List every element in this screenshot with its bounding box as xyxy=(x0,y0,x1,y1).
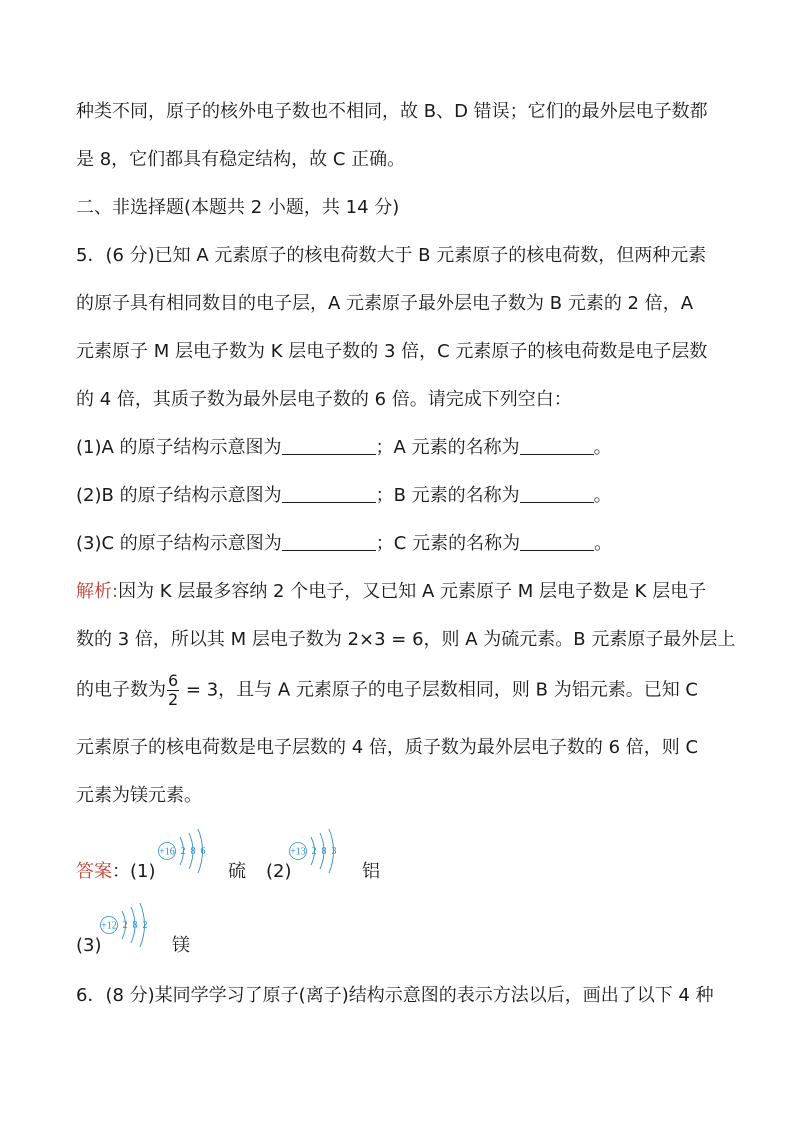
analysis-line-3 xyxy=(76,672,726,709)
shell-1-electrons: 2 xyxy=(311,846,317,857)
answer-label: 答案 xyxy=(76,861,112,882)
shell-2-electrons: 8 xyxy=(190,846,196,857)
sub-question-1-prefix: (1)A 的原子结构示意图为 xyxy=(76,437,282,458)
answer-blank-3a xyxy=(282,532,376,551)
fraction-numerator: 6 xyxy=(168,671,179,690)
analysis-line-5: 元素为镁元素。 xyxy=(76,785,202,806)
element-name-aluminum: 铝 xyxy=(362,861,380,882)
shell-3-electrons: 3 xyxy=(331,846,337,857)
answer-colon: ： xyxy=(112,861,130,882)
answer-blank-1a xyxy=(282,436,376,455)
nucleus-charge: +13 xyxy=(290,846,306,858)
shell-2-electrons: 8 xyxy=(132,920,138,931)
element-name-magnesium: 镁 xyxy=(172,935,190,956)
analysis-line-2: 数的 3 倍，所以其 M 层电子数为 2×3 = 6，则 A 为硫元素。B 元素原子最外层上 xyxy=(76,629,736,650)
answer-part-2: (2) xyxy=(266,861,292,882)
sub-question-2 xyxy=(76,484,726,508)
answer-part-3: (3) xyxy=(76,935,102,956)
question-5-line-2: 的原子具有相同数目的电子层，A 元素原子最外层电子数为 B 元素的 2 倍，A xyxy=(76,293,694,314)
shell-2-electrons: 8 xyxy=(321,846,327,857)
answer-blank-2a xyxy=(282,484,376,503)
fraction-denominator: 2 xyxy=(168,690,179,709)
atom-diagram-magnesium xyxy=(98,900,158,952)
analysis-label: 解析: xyxy=(76,581,119,602)
answer-part-1: (1) xyxy=(130,861,156,882)
question-5-line-4: 的 4 倍，其质子数为最外层电子数的 6 倍。请完成下列空白： xyxy=(76,389,572,410)
sub-question-3-prefix: (3)C 的原子结构示意图为 xyxy=(76,533,282,554)
shell-3-electrons: 2 xyxy=(142,920,148,931)
analysis-text-3a: 的电子数为 xyxy=(76,679,166,701)
sub-question-1-mid: ；A 元素的名称为 xyxy=(375,437,520,458)
sub-question-3-end: 。 xyxy=(594,533,613,554)
sub-question-1 xyxy=(76,436,726,460)
sub-question-2-mid: ；B 元素的名称为 xyxy=(375,485,520,506)
section-heading: 二、非选择题(本题共 2 小题，共 14 分) xyxy=(76,197,400,218)
shell-3-electrons: 6 xyxy=(200,846,206,857)
sub-question-1-end: 。 xyxy=(593,437,612,458)
sub-question-3-mid: ；C 元素的名称为 xyxy=(375,533,521,554)
analysis-text-3b: = 3，且与 A 元素原子的电子层数相同，则 B 为铝元素。已知 C xyxy=(180,679,699,701)
answer-blank-3b xyxy=(520,532,594,551)
text-line-1: 种类不同，原子的核外电子数也不相同，故 B、D 错误；它们的最外层电子数都 xyxy=(76,101,708,122)
question-6-line-1: 6．(8 分)某同学学习了原子(离子)结构示意图的表示方法以后，画出了以下 4 种 xyxy=(76,985,714,1006)
element-name-sulfur: 硫 xyxy=(228,861,246,882)
nucleus-charge: +16 xyxy=(159,846,175,858)
analysis-text-1: 因为 K 层最多容纳 2 个电子，又已知 A 元素原子 M 层电子数是 K 层电子 xyxy=(118,581,707,602)
question-5-line-1: 5．(6 分)已知 A 元素原子的核电荷数大于 B 元素原子的核电荷数，但两种元素 xyxy=(76,245,707,266)
atom-diagram-aluminum xyxy=(287,826,347,878)
nucleus-charge: +12 xyxy=(101,920,117,932)
analysis-line-4: 元素原子的核电荷数是电子层数的 4 倍，质子数为最外层电子数的 6 倍，则 C xyxy=(76,737,699,758)
question-5-line-3: 元素原子 M 层电子数为 K 层电子数的 3 倍，C 元素原子的核电荷数是电子层数 xyxy=(76,341,708,362)
shell-1-electrons: 2 xyxy=(180,846,186,857)
answer-blank-1b xyxy=(520,436,594,455)
answer-blank-2b xyxy=(520,484,594,503)
sub-question-2-prefix: (2)B 的原子结构示意图为 xyxy=(76,485,282,506)
text-line-2: 是 8，它们都具有稳定结构，故 C 正确。 xyxy=(76,149,406,170)
atom-diagram-sulfur xyxy=(156,826,216,878)
analysis-line-1 xyxy=(76,580,726,604)
fraction xyxy=(167,672,179,709)
sub-question-3 xyxy=(76,532,726,556)
sub-question-2-end: 。 xyxy=(593,485,612,506)
shell-1-electrons: 2 xyxy=(122,920,128,931)
